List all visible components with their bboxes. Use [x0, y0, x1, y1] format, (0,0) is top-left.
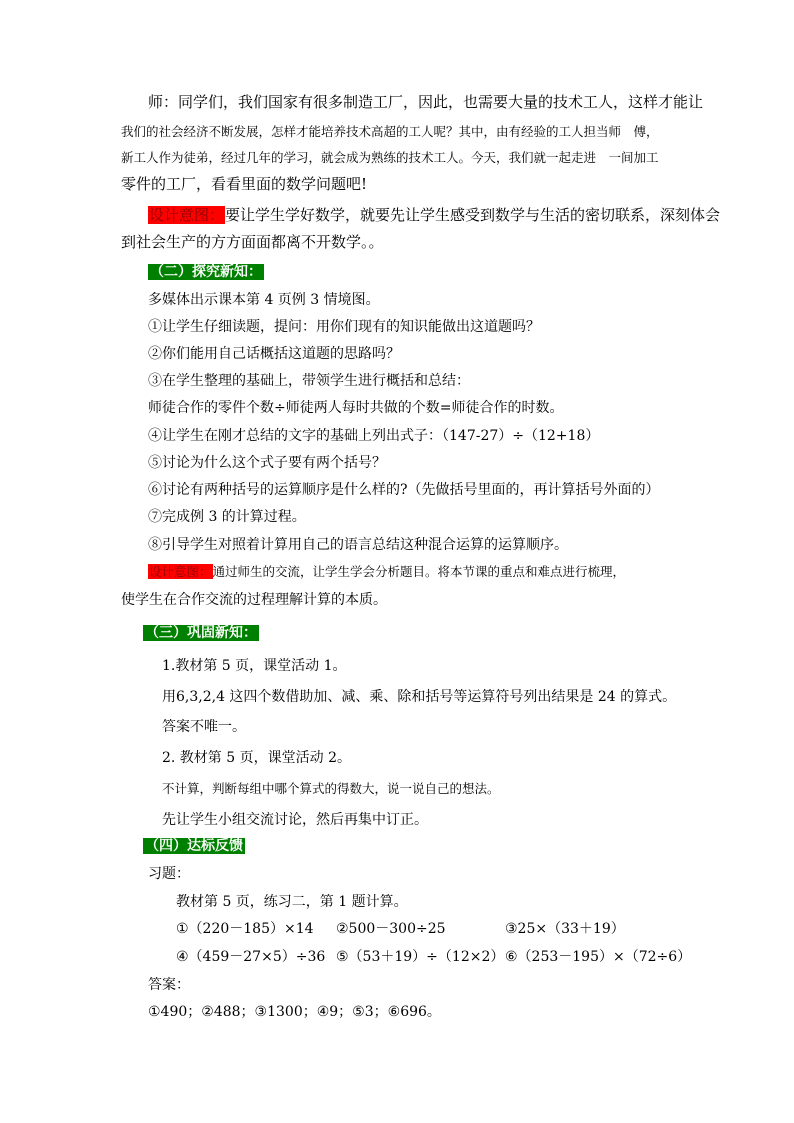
list-item: 用6,3,2,4 这四个数借助加、减、乘、除和括号等运算符号列出结果是 24 的算式。: [162, 689, 677, 705]
intro-line-2: 我们的社会经济不断发展，怎样才能培养技术高超的工人呢？其中，由有经验的工人担当师 傅，: [121, 124, 659, 139]
section-title-feedback: （四）达标反馈: [145, 838, 243, 854]
design-intent-tag: 设计意图：: [149, 206, 225, 224]
design-intent-2-line-2: 使学生在合作交流的过程理解计算的本质。: [121, 592, 387, 608]
design-intent-text: 要让学生学好数学，就要先让学生感受到数学与生活的密切联系，深刻体会: [225, 206, 721, 224]
design-intent-tag: 设计意图：: [149, 564, 212, 579]
exercise-item: ③25×（33＋19）: [505, 921, 625, 937]
list-item: 2. 教材第 5 页，课堂活动 2。: [162, 750, 351, 766]
list-item: ①让学生仔细读题，提问：用你们现有的知识能做出这道题吗？: [148, 319, 540, 335]
exercise-item: ⑥（253－195）×（72÷6）: [505, 949, 692, 965]
section-title-explore: （二）探究新知：: [150, 264, 262, 280]
list-item: ⑤讨论为什么这个式子要有两个括号？: [148, 455, 386, 471]
list-item: 1.教材第 5 页，课堂活动 1。: [162, 658, 347, 674]
list-item: 先让学生小组交流讨论，然后再集中订正。: [162, 812, 428, 828]
exercise-item: ④（459－27×5）÷36: [176, 949, 326, 965]
exercise-item: ②500－300÷25: [336, 921, 446, 937]
list-item: ③在学生整理的基础上，带领学生进行概括和总结：: [148, 373, 470, 389]
design-intent-1-line-2: 到社会生产的方方面面都离不开数学。。: [121, 233, 384, 251]
list-item: 师徒合作的零件个数÷师徒两人每时共做的个数=师徒合作的时数。: [148, 400, 564, 416]
design-intent-1: [148, 205, 720, 225]
design-intent-2: [148, 562, 625, 582]
list-item: 答案不唯一。: [162, 719, 246, 735]
exercise-label: 习题：: [148, 866, 190, 882]
answers: ①490；②488；③1300；④9；⑤3；⑥696。: [148, 1004, 441, 1020]
list-item: ⑦完成例 3 的计算过程。: [148, 509, 306, 525]
intro-line-3: 新工人作为徒弟，经过几年的学习，就会成为熟练的技术工人。今天，我们就一起走进 一间加工: [121, 150, 659, 165]
answer-label: 答案：: [148, 977, 190, 993]
intro-line-4: 零件的工厂，看看里面的数学问题吧!: [121, 175, 368, 193]
list-item: ⑥讨论有两种括号的运算顺序是什么样的?（先做括号里面的，再计算括号外面的）: [148, 482, 660, 498]
design-intent-text: 通过师生的交流，让学生学会分析题目。将本节课的重点和难点进行梳理，: [212, 564, 626, 579]
exercise-item: ①（220－185）×14: [176, 921, 314, 937]
list-item: ②你们能用自己话概括这道题的思路吗？: [148, 346, 400, 362]
exercise-item: ⑤（53＋19）÷（12×2）: [336, 949, 505, 965]
list-item: ⑧引导学生对照着计算用自己的语言总结这种混合运算的运算顺序。: [148, 537, 568, 553]
intro-line-1: 师：同学们，我们国家有很多制造工厂，因此，也需要大量的技术工人，这样才能让: [148, 93, 704, 111]
section-title-consolidate: （三）巩固新知：: [145, 625, 257, 641]
exercise-intro: 教材第 5 页，练习二，第 1 题计算。: [176, 894, 408, 910]
section-intro: 多媒体出示课本第 4 页例 3 情境图。: [148, 292, 380, 308]
list-item: 不计算，判断每组中哪个算式的得数大，说一说自己的想法。: [162, 781, 500, 796]
list-item: ④让学生在刚才总结的文字的基础上列出式子：（147-27）÷（12+18）: [148, 428, 600, 444]
